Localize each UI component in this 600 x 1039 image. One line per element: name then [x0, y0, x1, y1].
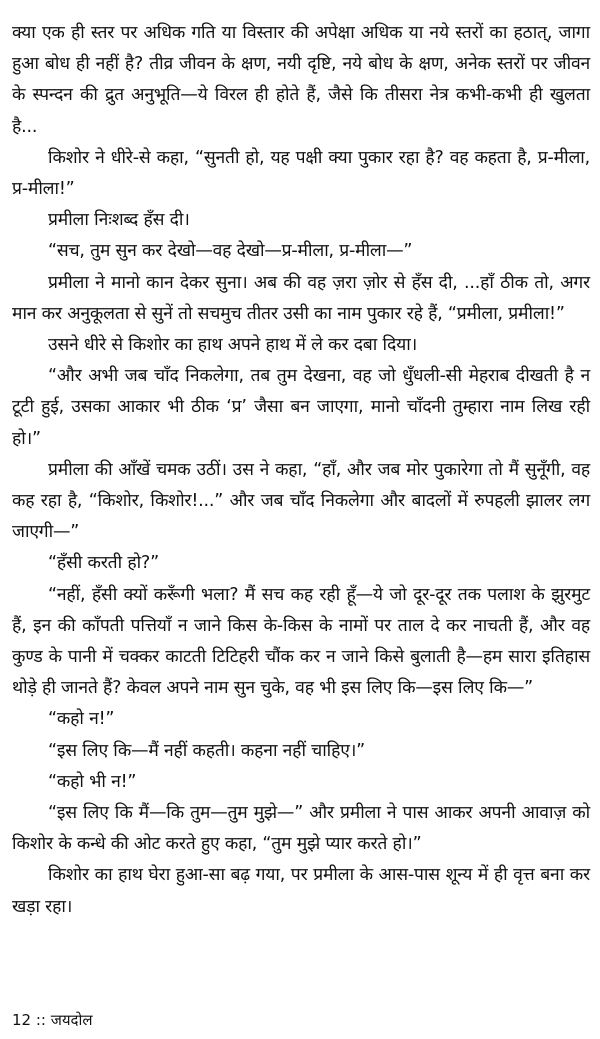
paragraph-11: “कहो न!” — [48, 709, 115, 730]
paragraph-14: “इस लिए कि मैं—कि तुम—तुम मुझे—” और प्रमीला ने पास आकर अपनी आवाज़ को किशोर के कन्धे की ओट करते हुए कहा, “तुम मुझे प्यार करते हो।” — [12, 803, 590, 855]
paragraph-13: “कहो भी न!” — [48, 771, 137, 792]
paragraph-6: उसने धीरे से किशोर का हाथ अपने हाथ में ले कर दबा दिया। — [48, 335, 418, 356]
paragraph-10: “नहीं, हँसी क्यों करूँगी भला? मैं सच कह रही हूँ—ये जो दूर-दूर तक पलाश के झुरमुट हैं, इन की काँपती पत्तियाँ न जाने किस के-किस के नामों पर ताल दे कर नाचती हैं, और वह कुण्ड के पानी में चक्कर काटती टिटिहरी चौंक कर न जाने किसे बुलाती है—हम सारा इतिहास थोड़े ही जानते हैं? केवल अपने नाम सुन चुके, वह भी इस लिए कि—इस लिए कि—” — [12, 584, 590, 699]
paragraph-4: “सच, तुम सुन कर देखो—वह देखो—प्र-मीला, प्र-मीला—” — [48, 241, 413, 262]
paragraph-3: प्रमीला निःशब्द हँस दी। — [48, 210, 190, 231]
page-body — [12, 18, 590, 923]
page-footer: 12 :: जयदोल — [12, 1011, 93, 1029]
paragraph-8: प्रमीला की आँखें चमक उठीं। उस ने कहा, “हाँ, और जब मोर पुकारेगा तो मैं सुनूँगी, वह कह रहा है, “किशोर, किशोर!...” और जब चाँद निकलेगा और बादलों में रुपहली झालर लग जाएगी—” — [12, 459, 590, 543]
paragraph-9: “हँसी करती हो?” — [48, 553, 159, 574]
paragraph-5: प्रमीला ने मानो कान देकर सुना। अब की वह ज़रा ज़ोर से हँस दी, ...हाँ ठीक तो, अगर मान कर अनुकूलता से सुनें तो सचमुच तीतर उसी का नाम पुकार रहे हैं, “प्रमीला, प्रमीला!” — [12, 272, 590, 324]
paragraph-15: किशोर का हाथ घेरा हुआ-सा बढ़ गया, पर प्रमीला के आस-पास शून्य में ही वृत्त बना कर खड़ा रहा। — [12, 865, 590, 917]
paragraph-2: किशोर ने धीरे-से कहा, “सुनती हो, यह पक्षी क्या पुकार रहा है? वह कहता है, प्र-मीला, प्र-मीला!” — [12, 147, 590, 200]
paragraph-7: “और अभी जब चाँद निकलेगा, तब तुम देखना, वह जो धुँधली-सी मेहराब दीखती है न टूटी हुई, उसका आकार भी ठीक ‘प्र’ जैसा बन जाएगा, मानो चाँदनी तुम्हारा नाम लिख रही हो।” — [12, 366, 590, 449]
paragraph-12: “इस लिए कि—मैं नहीं कहती। कहना नहीं चाहिए।” — [48, 740, 366, 761]
paragraph-1: क्या एक ही स्तर पर अधिक गति या विस्तार की अपेक्षा अधिक या नये स्तरों का हठात्, जागा हुआ बोध ही नहीं है? तीव्र जीवन के क्षण, नयी दृष्टि, नये बोध के क्षण, अनेक स्तरों पर जीवन के स्पन्दन की द्रुत अनुभूति—ये विरल ही होते हैं, जैसे कि तीसरा नेत्र कभी-कभी ही खुलता है... — [12, 23, 590, 137]
